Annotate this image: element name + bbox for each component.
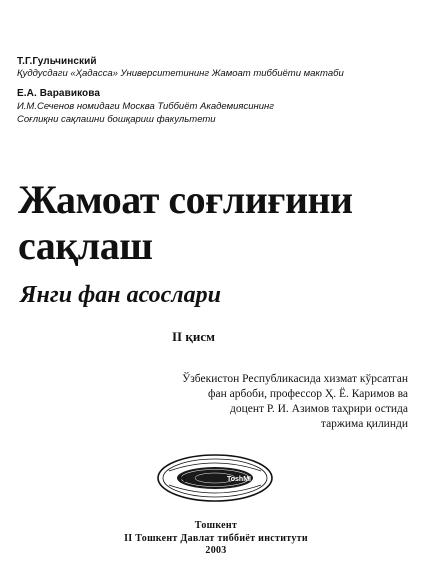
publisher-logo bbox=[155, 451, 275, 505]
author-1-name: Т.Г.Гульчинский bbox=[17, 56, 97, 67]
book-subtitle: Янги фан асослари bbox=[20, 282, 221, 308]
credit-line-4: таржима қилинди bbox=[320, 418, 408, 430]
logo-text-right: ToshMI bbox=[227, 476, 251, 483]
book-title-line-2: сақлаш bbox=[18, 223, 153, 268]
credit-line-1: Ўзбекистон Республикасида хизмат кўрсатган bbox=[182, 373, 408, 385]
author-1-affiliation: Қуддусдаги «Ҳадасса» Университетининг Жамоат тиббиёти мактаби bbox=[17, 68, 344, 79]
book-title-line-1: Жамоат соғлиғини bbox=[18, 177, 353, 222]
author-2-name: Е.А. Варавикова bbox=[17, 88, 101, 99]
credit-line-2: фан арбоби, профессор Ҳ. Ё. Каримов ва bbox=[208, 388, 408, 400]
imprint-city: Тошкент bbox=[194, 520, 238, 531]
author-2-affiliation-line-1: И.М.Сеченов номидаги Москва Тиббиёт Академиясининг bbox=[17, 101, 274, 112]
logo-emblem-icon bbox=[155, 451, 275, 505]
translation-credit bbox=[182, 372, 408, 432]
part-number: II қисм bbox=[172, 329, 215, 344]
credit-line-3: доцент Р. И. Азимов таҳрири остида bbox=[230, 403, 408, 415]
imprint-publisher: II Тошкент Давлат тиббиёт институти bbox=[124, 532, 308, 544]
author-2-affiliation-line-2: Соғлиқни сақлашни бошқариш факультети bbox=[17, 114, 216, 125]
imprint-year: 2003 bbox=[205, 545, 227, 556]
imprint bbox=[0, 520, 432, 558]
logo-text-left: II bbox=[179, 474, 187, 484]
